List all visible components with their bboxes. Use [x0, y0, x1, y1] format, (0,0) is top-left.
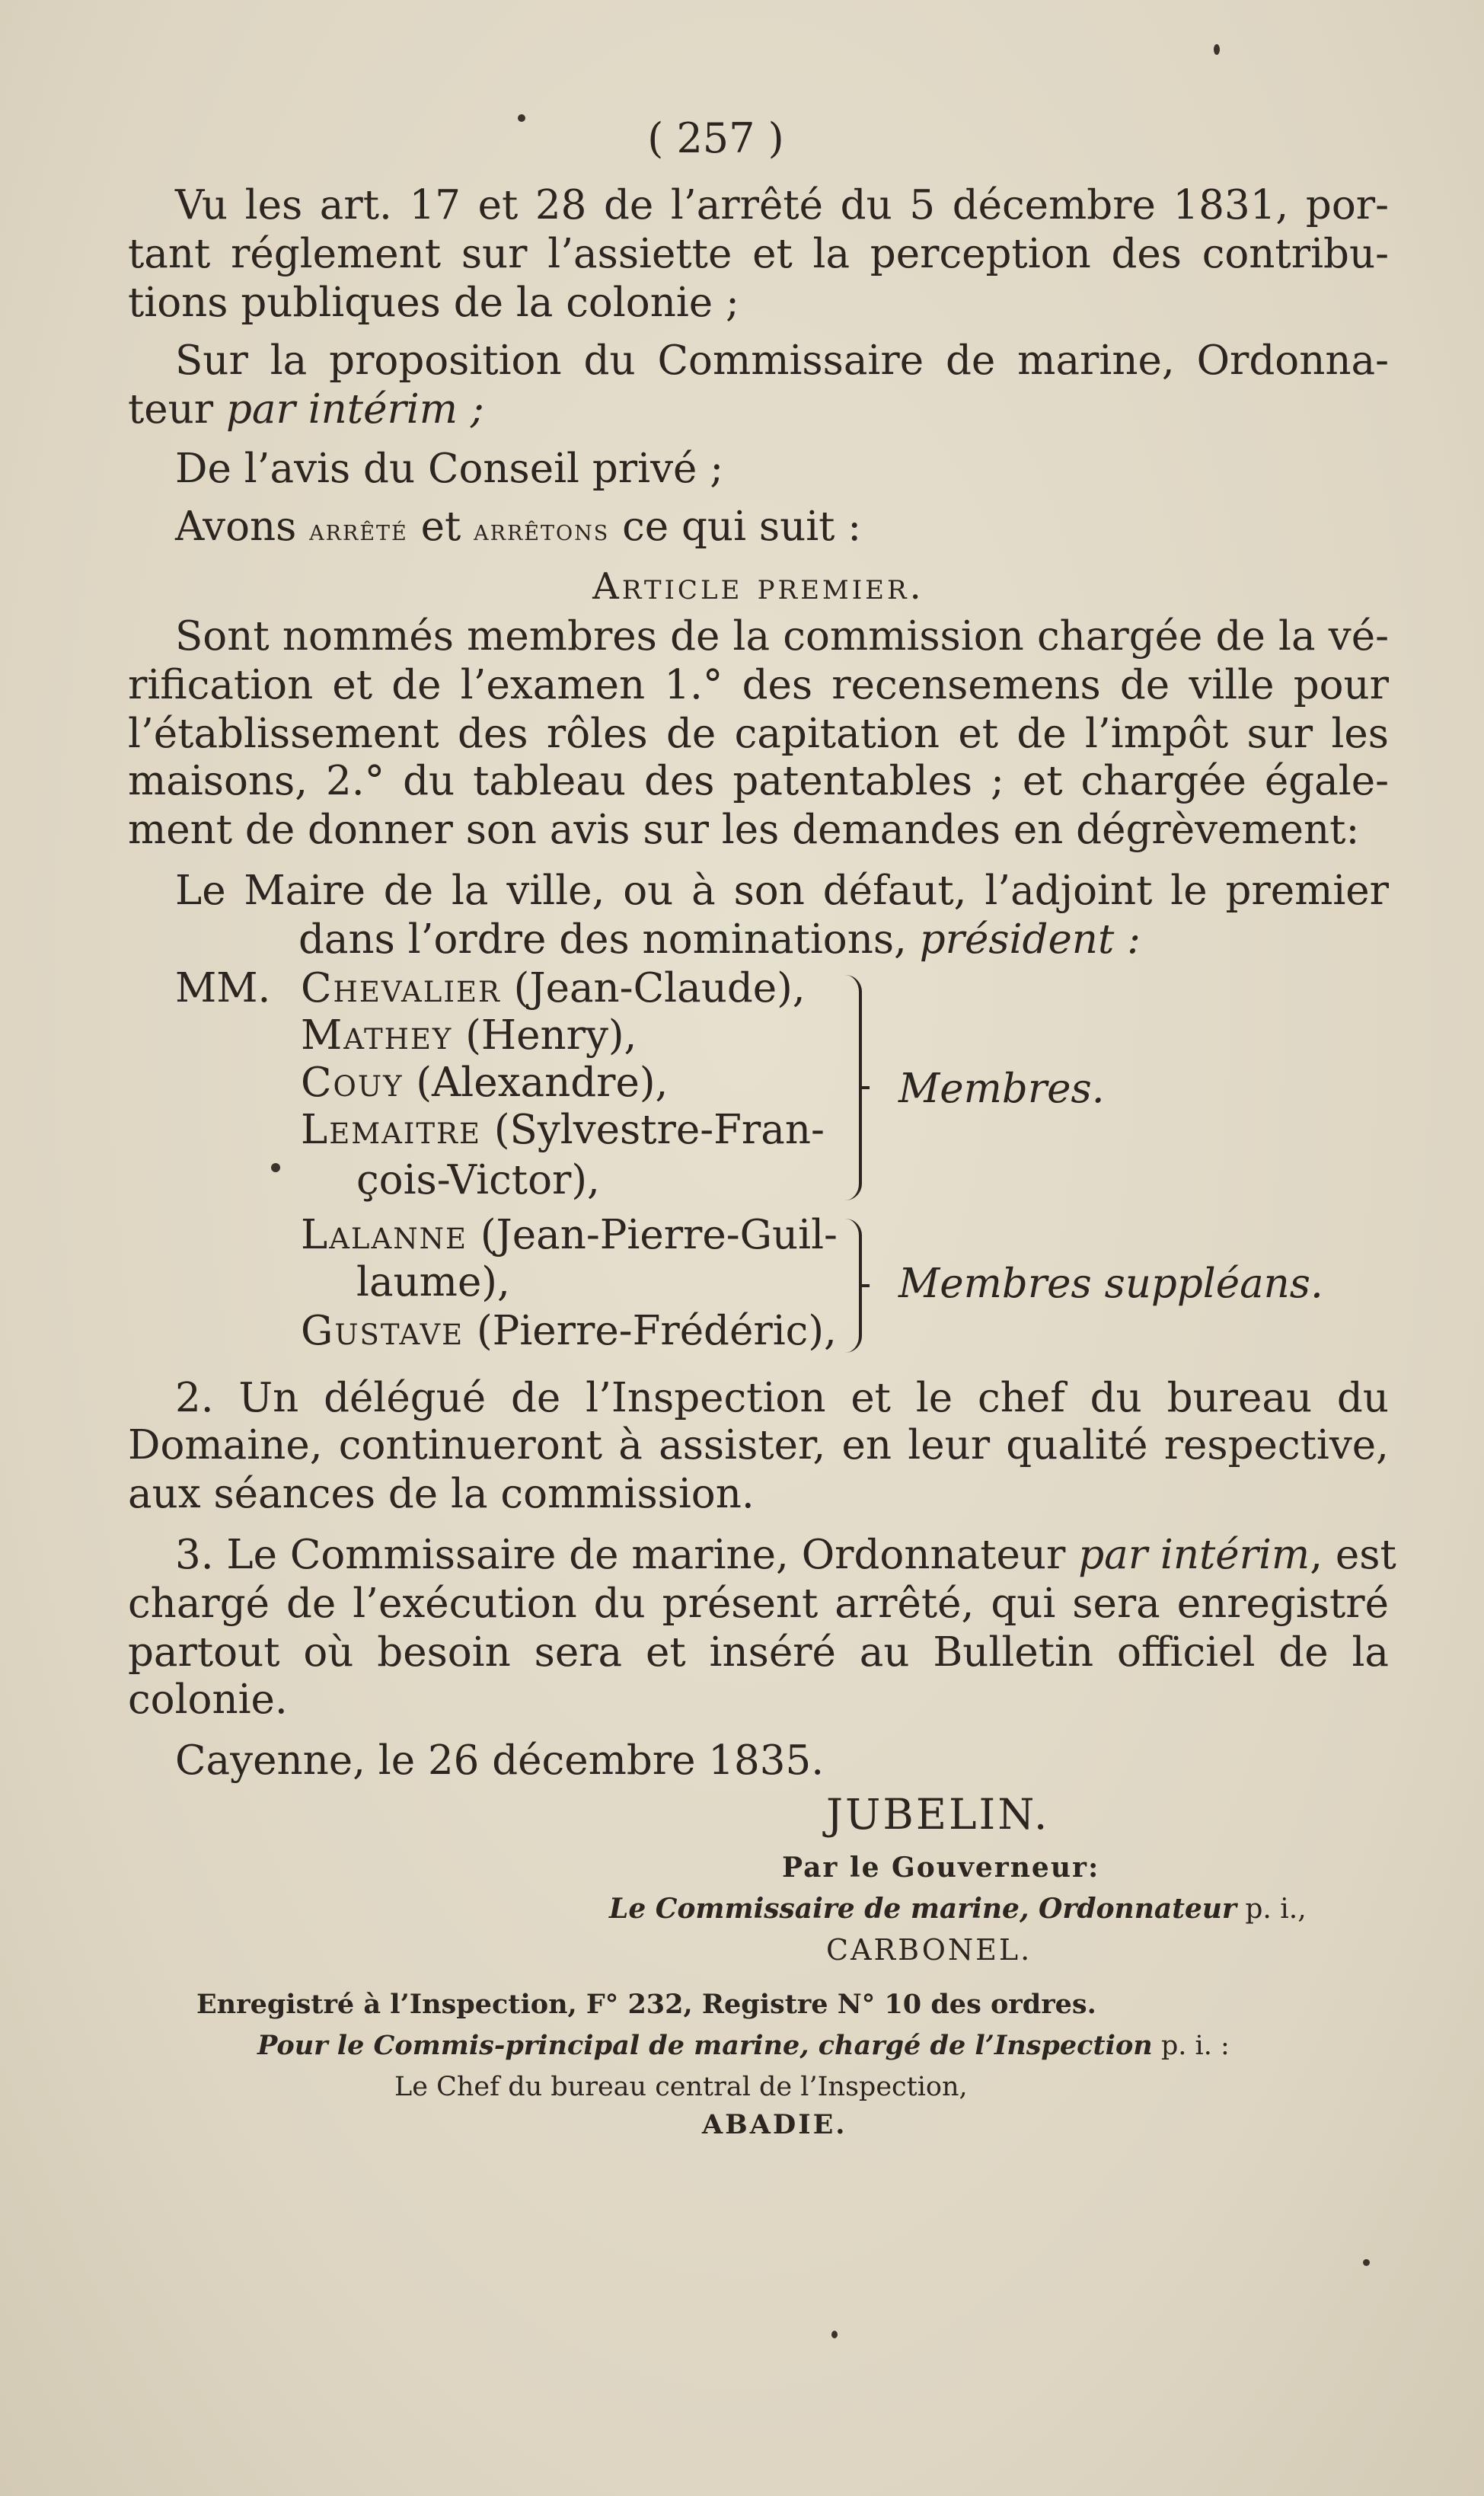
article-2-line: 2. Un délégué de l’Inspection et le chef du bureau du	[175, 1375, 1389, 1421]
article-3-line: 3. Le Commissaire de marine, Ordonnateur par intérim, est	[175, 1532, 1396, 1578]
article-line: maisons, 2.° du tableau des patentables ; et chargée égale-	[128, 758, 1389, 804]
substitute-entry: Gustave (Pierre-Frédéric),	[301, 1308, 837, 1354]
preamble-line: Vu les art. 17 et 28 de l’arrêté du 5 décembre 1831, por-	[175, 182, 1389, 229]
member-entry-continued: çois-Victor),	[356, 1157, 600, 1203]
decree-formula: Avons arrêté et arrêtons ce qui suit :	[175, 503, 862, 550]
substitutes-brace	[845, 1219, 862, 1353]
ink-speck	[1214, 44, 1220, 55]
preamble-line: teur par intérim ;	[128, 386, 484, 433]
ink-speck	[518, 114, 525, 122]
article-3-line: colonie.	[128, 1676, 288, 1723]
signature-par: Par le Gouverneur:	[782, 1852, 1100, 1884]
ink-speck	[1363, 2259, 1370, 2266]
preamble-line: tions publiques de la colonie ;	[128, 280, 739, 326]
article-3-line: chargé de l’exécution du présent arrêté, qui sera enregistré	[128, 1580, 1389, 1627]
countersignature: CARBONEL.	[826, 1933, 1032, 1967]
ink-speck	[271, 1163, 280, 1172]
member-entry: Lemaitre (Sylvestre-Fran-	[301, 1107, 825, 1153]
article-line: Sont nommés membres de la commission chargée de la vé-	[175, 613, 1389, 660]
preamble-line: De l’avis du Conseil privé ;	[175, 446, 724, 492]
president-line: dans l’ordre des nominations, président :	[298, 916, 1141, 963]
registration-line: Pour le Commis-principal de marine, chargé de l’Inspection p. i. :	[257, 2030, 1230, 2061]
registration-line: Le Chef du bureau central de l’Inspection,	[394, 2072, 968, 2102]
article-2-line: aux séances de la commission.	[128, 1471, 755, 1517]
registration-line: Enregistré à l’Inspection, F° 232, Registre N° 10 des ordres.	[196, 1989, 1096, 2020]
registration-signature: ABADIE.	[702, 2109, 847, 2140]
preamble-line: Sur la proposition du Commissaire de marine, Ordonna-	[175, 337, 1389, 384]
members-prefix: MM.	[175, 965, 271, 1012]
article-line: l’établissement des rôles de capitation et de l’impôt sur les	[128, 711, 1389, 757]
article-line: ment de donner son avis sur les demandes en dégrèvement:	[128, 807, 1360, 853]
article-2-line: Domaine, continueront à assister, en leur qualité respective,	[128, 1422, 1389, 1469]
page-number: ( 257 )	[647, 114, 784, 162]
signature-title: Le Commissaire de marine, Ordonnateur p. i.,	[609, 1893, 1307, 1925]
member-entry: Couy (Alexandre),	[301, 1059, 669, 1106]
president-line: Le Maire de la ville, ou à son défaut, l’adjoint le premier	[175, 868, 1389, 914]
article-heading: Article premier.	[592, 565, 924, 608]
article-3-line: partout où besoin sera et inséré au Bulletin officiel de la	[128, 1629, 1389, 1676]
article-line: rification et de l’examen 1.° des recensemens de ville pour	[128, 662, 1389, 708]
members-label: Membres.	[898, 1066, 1105, 1112]
ink-speck	[831, 2331, 838, 2338]
substitutes-label: Membres suppléans.	[898, 1261, 1323, 1307]
substitute-entry: Lalanne (Jean-Pierre-Guil-	[301, 1212, 838, 1258]
preamble-line: tant réglement sur l’assiette et la perception des contribu-	[128, 231, 1389, 277]
members-brace	[845, 975, 862, 1200]
date-line: Cayenne, le 26 décembre 1835.	[175, 1737, 825, 1784]
member-entry: Mathey (Henry),	[301, 1012, 637, 1059]
governor-signature: JUBELIN.	[826, 1790, 1050, 1839]
member-entry: Chevalier (Jean-Claude),	[301, 965, 806, 1012]
substitute-entry-continued: laume),	[356, 1259, 510, 1306]
